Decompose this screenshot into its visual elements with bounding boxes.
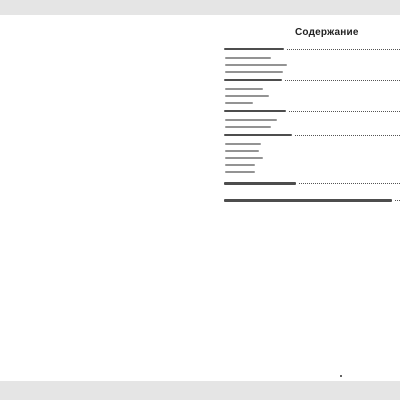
toc-entry-label-placeholder [224,110,286,113]
toc-entry [224,106,400,116]
toc-entry [224,54,400,61]
toc-entry-label-placeholder [225,119,277,121]
toc-entry-label-placeholder [224,134,292,137]
toc-list [224,44,400,209]
toc-entry-label-placeholder [224,182,296,185]
toc-entry-label-placeholder [225,57,271,59]
toc-leader-dots [285,80,400,81]
toc-entry [224,61,400,68]
toc-entry [224,75,400,85]
toc-entry [224,68,400,75]
toc-entry [224,123,400,130]
toc-entry-label-placeholder [224,199,392,202]
toc-entry-label-placeholder [225,71,283,73]
toc-entry [224,92,400,99]
toc-leader-dots [395,200,400,201]
toc-entry [224,154,400,161]
toc-leader-dots [287,49,400,50]
toc-entry [224,116,400,123]
toc-entry [224,147,400,154]
toc-leader-dots [299,183,400,184]
toc-entry-label-placeholder [225,143,261,145]
page-spread [0,15,400,381]
toc-entry [224,44,400,54]
toc-leader-dots [289,111,400,112]
toc-entry-label-placeholder [225,150,259,152]
toc-entry [224,85,400,92]
toc-entry [224,140,400,147]
toc-entry-label-placeholder [224,48,284,51]
toc-entry [224,99,400,106]
toc-entry-label-placeholder [225,126,271,128]
toc-entry [224,130,400,140]
viewer-bottom-bar [0,381,400,400]
toc-entry [224,168,400,175]
toc-entry-label-placeholder [225,102,253,104]
toc-title: Содержание [295,27,359,38]
viewer-top-bar [0,0,400,15]
toc-entry-label-placeholder [225,95,269,97]
toc-entry-label-placeholder [225,171,255,173]
toc-entry [224,175,400,192]
right-page [200,15,400,381]
left-page-blank [0,15,200,381]
toc-entry-label-placeholder [225,157,263,159]
toc-entry-label-placeholder [224,79,282,82]
toc-entry-label-placeholder [225,64,287,66]
toc-entry [224,192,400,209]
toc-entry-label-placeholder [225,88,263,90]
toc-entry [224,161,400,168]
toc-entry-label-placeholder [225,164,255,166]
page-number-mark [340,375,342,377]
toc-leader-dots [295,135,400,136]
